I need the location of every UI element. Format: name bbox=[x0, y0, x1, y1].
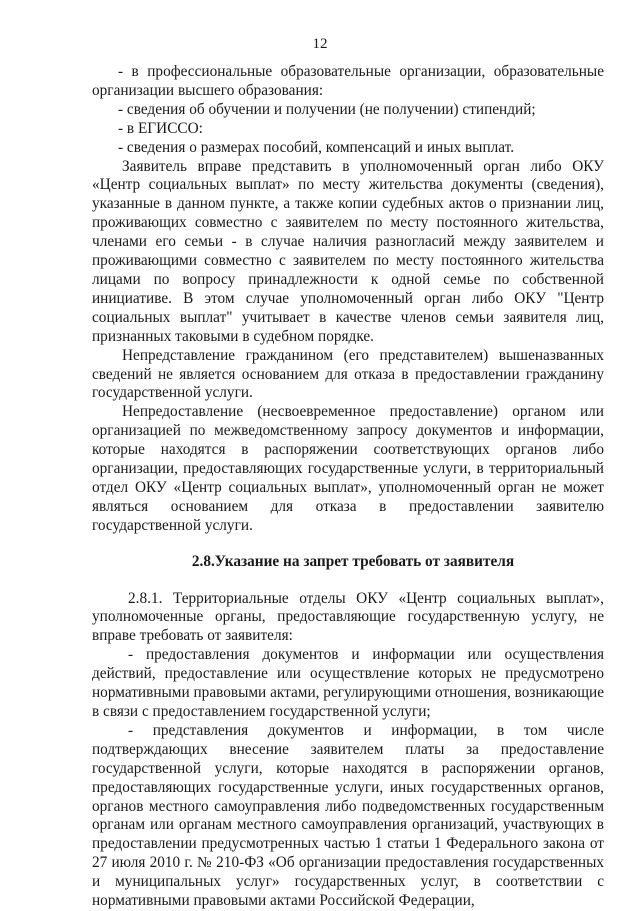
paragraph-applicant-right: Заявитель вправе представить в уполномоченный орган либо ОКУ «Центр социальных выплат» по месту жительства документы (сведения), указанные в данном пункте, а также копии судебных актов о признании лиц, проживающих совместно с заявителем по месту постоянного жительства, членами его семьи - в случае наличия разногласий между заявителем и проживающими совместно с заявителем по месту постоянного жительства лицами по вопросу принадлежности к одной семье по собственной инициативе. В этом случае уполномоченный орган либо ОКУ "Центр социальных выплат" учитывает в качестве членов семьи заявителя лиц, признанных таковыми в судебном порядке. bbox=[92, 157, 604, 345]
paragraph-scholarships: - сведения об обучении и получении (не получении) стипендий; bbox=[118, 100, 536, 118]
document-body bbox=[92, 63, 604, 911]
paragraph-non-submission: Непредставление гражданином (его представителем) вышеназванных сведений не является основанием для отказа в предоставлении гражданину государственной услуги. bbox=[92, 346, 604, 402]
paragraph-submission-of-documents: - представления документов и информации, в том числе подтверждающих внесение заявителем платы за предоставление государственной услуги, которые находятся в распоряжении органов, предоставляющих государственные услуги, иных государственных органов, органов местного самоуправления либо подведомственных государственным органам или органам местного самоуправления организаций, участвующих в предоставлении предусмотренных частью 1 статьи 1 Федерального закона от 27 июля 2010 г. № 210-ФЗ «Об организации предоставления государственных и муниципальных услуг» государственных услуг, в соответствии с нормативными правовыми актами Российской Федерации, bbox=[92, 721, 604, 910]
paragraph-educational-orgs: - в профессиональные образовательные организации, образовательные организации высшего образования: bbox=[92, 63, 604, 99]
paragraph-2-8-1: 2.8.1. Территориальные отделы ОКУ «Центр социальных выплат», уполномоченные органы, предоставляющие государственную услугу, не вправе требовать от заявителя: bbox=[92, 589, 604, 645]
page-number: 12 bbox=[312, 36, 328, 52]
paragraph-benefits: - сведения о размерах пособий, компенсаций и иных выплат. bbox=[118, 138, 515, 156]
paragraph-provision-of-documents: - предоставления документов и информации или осуществления действий, предоставление или осуществление которых не предусмотрено нормативными правовыми актами, регулирующими отношения, возникающие в связи с предоставлением государственной услуги; bbox=[92, 646, 604, 720]
section-heading: 2.8.Указание на запрет требовать от заявителя bbox=[191, 552, 515, 570]
paragraph-non-provision: Непредоставление (несвоевременное предоставление) органом или организацией по межведомственному запросу документов и информации, которые находятся в распоряжении соответствующих органов либо организации, предоставляющих государственные услуги, в территориальный отдел ОКУ «Центр социальных выплат», уполномоченный орган не может являться основанием для отказа в предоставлении заявителю государственной услуги. bbox=[92, 403, 604, 534]
paragraph-egisso: - в ЕГИССО: bbox=[118, 119, 203, 137]
